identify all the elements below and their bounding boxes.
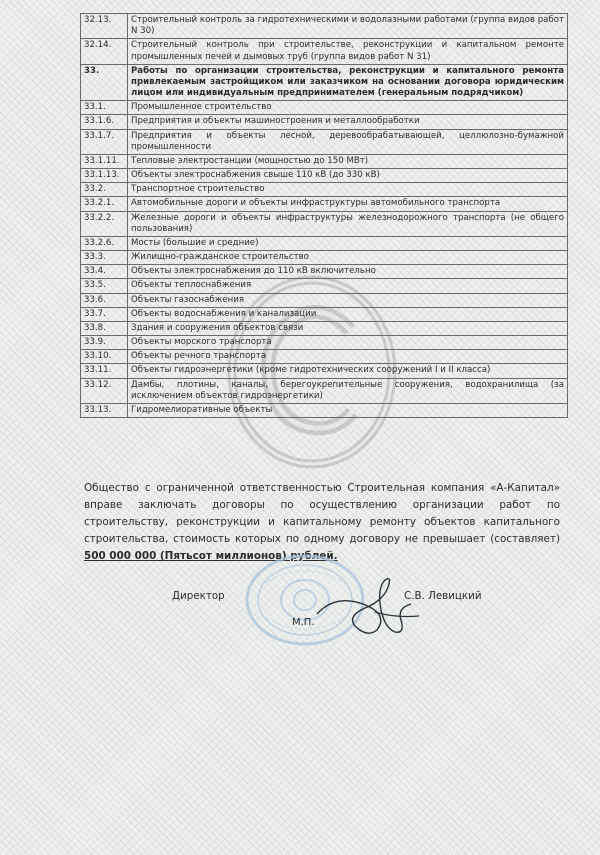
row-description: Объекты речного транспорта: [128, 350, 568, 364]
row-description: Промышленное строительство: [128, 101, 568, 115]
row-number: 33.1.13.: [81, 169, 128, 183]
stamp-place-label: М.П.: [292, 617, 315, 628]
row-number: 33.1.: [81, 101, 128, 115]
table-row: [81, 364, 568, 378]
contract-amount: 500 000 000 (Пятьсот миллионов) рублей.: [84, 550, 338, 562]
row-description: Работы по организации строительства, реконструкции и капитального ремонта привлекаемым застройщиком или заказчиком на основании договора юридическим лицом или индивидуальным предпринимателем (генеральным подрядчиком): [128, 64, 568, 101]
table-row: [81, 14, 568, 39]
row-number: 32.13.: [81, 14, 128, 39]
row-description: Гидромелиоративные объекты: [128, 403, 568, 417]
table-row: [81, 129, 568, 154]
row-description: Строительный контроль за гидротехническими и водолазными работами (группа видов работ N 30): [128, 14, 568, 39]
director-signature-icon: [315, 574, 425, 644]
row-description: Предприятия и объекты машиностроения и металлообработки: [128, 115, 568, 129]
row-number: 33.2.2.: [81, 211, 128, 236]
table-row: [81, 336, 568, 350]
table-row: [81, 154, 568, 168]
row-description: Предприятия и объекты лесной, деревообрабатывающей, целлюлозно-бумажной промышленности: [128, 129, 568, 154]
table-row: [81, 211, 568, 236]
table-row: [81, 39, 568, 64]
row-number: 33.8.: [81, 321, 128, 335]
row-number: 33.6.: [81, 293, 128, 307]
row-description: Жилищно-гражданское строительство: [128, 251, 568, 265]
row-description: Объекты газоснабжения: [128, 293, 568, 307]
table-row: [81, 403, 568, 417]
row-description: Автомобильные дороги и объекты инфраструктуры автомобильного транспорта: [128, 197, 568, 211]
row-number: 33.9.: [81, 336, 128, 350]
table-row: [81, 236, 568, 250]
table-row: [81, 307, 568, 321]
row-description: Объекты электроснабжения до 110 кВ включительно: [128, 265, 568, 279]
table-row: [81, 251, 568, 265]
table-row: [81, 64, 568, 101]
table-row: [81, 115, 568, 129]
row-description: Здания и сооружения объектов связи: [128, 321, 568, 335]
row-number: 33.13.: [81, 403, 128, 417]
row-number: 33.1.6.: [81, 115, 128, 129]
director-name: С.В. Левицкий: [404, 590, 482, 602]
table-row: [81, 321, 568, 335]
table-row: [81, 183, 568, 197]
row-number: 32.14.: [81, 39, 128, 64]
table-row: [81, 378, 568, 403]
row-description: Объекты теплоснабжения: [128, 279, 568, 293]
row-description: Объекты морского транспорта: [128, 336, 568, 350]
row-number: 33.1.11.: [81, 154, 128, 168]
paragraph-text: Общество с ограниченной ответственностью Строительная компания «А-Капитал» вправе заключать договоры по осуществлению организации работ по строительству, реконструкции и капитальному ремонту объектов капитального строительства, стоимость которых по одному договору не превышает (составляет): [84, 482, 560, 545]
table-row: [81, 101, 568, 115]
table-row: [81, 197, 568, 211]
director-title: Директор: [172, 590, 225, 602]
row-description: Объекты электроснабжения свыше 110 кВ (до 330 кВ): [128, 169, 568, 183]
row-number: 33.3.: [81, 251, 128, 265]
table-row: [81, 265, 568, 279]
row-number: 33.2.: [81, 183, 128, 197]
row-description: Строительный контроль при строительстве, реконструкции и капитальном ремонте промышленных печей и дымовых труб (группа видов работ N 31): [128, 39, 568, 64]
row-number: 33.4.: [81, 265, 128, 279]
row-description: Дамбы, плотины, каналы, берегоукрепительные сооружения, водохранилища (за исключением объектов гидроэнергетики): [128, 378, 568, 403]
row-description: Тепловые электростанции (мощностью до 150 МВт): [128, 154, 568, 168]
table-row: [81, 350, 568, 364]
row-number: 33.5.: [81, 279, 128, 293]
table-row: [81, 293, 568, 307]
row-number: 33.: [81, 64, 128, 101]
row-description: Транспортное строительство: [128, 183, 568, 197]
row-number: 33.7.: [81, 307, 128, 321]
row-description: Объекты водоснабжения и канализации: [128, 307, 568, 321]
row-description: Железные дороги и объекты инфраструктуры железнодорожного транспорта (не общего пользования): [128, 211, 568, 236]
row-number: 33.12.: [81, 378, 128, 403]
row-number: 33.2.6.: [81, 236, 128, 250]
row-number: 33.1.7.: [81, 129, 128, 154]
row-number: 33.10.: [81, 350, 128, 364]
work-types-table: [80, 13, 568, 418]
row-description: Мосты (большие и средние): [128, 236, 568, 250]
row-number: 33.11.: [81, 364, 128, 378]
table-row: [81, 169, 568, 183]
row-number: 33.2.1.: [81, 197, 128, 211]
table-row: [81, 279, 568, 293]
row-description: Объекты гидроэнергетики (кроме гидротехнических сооружений I и II класса): [128, 364, 568, 378]
